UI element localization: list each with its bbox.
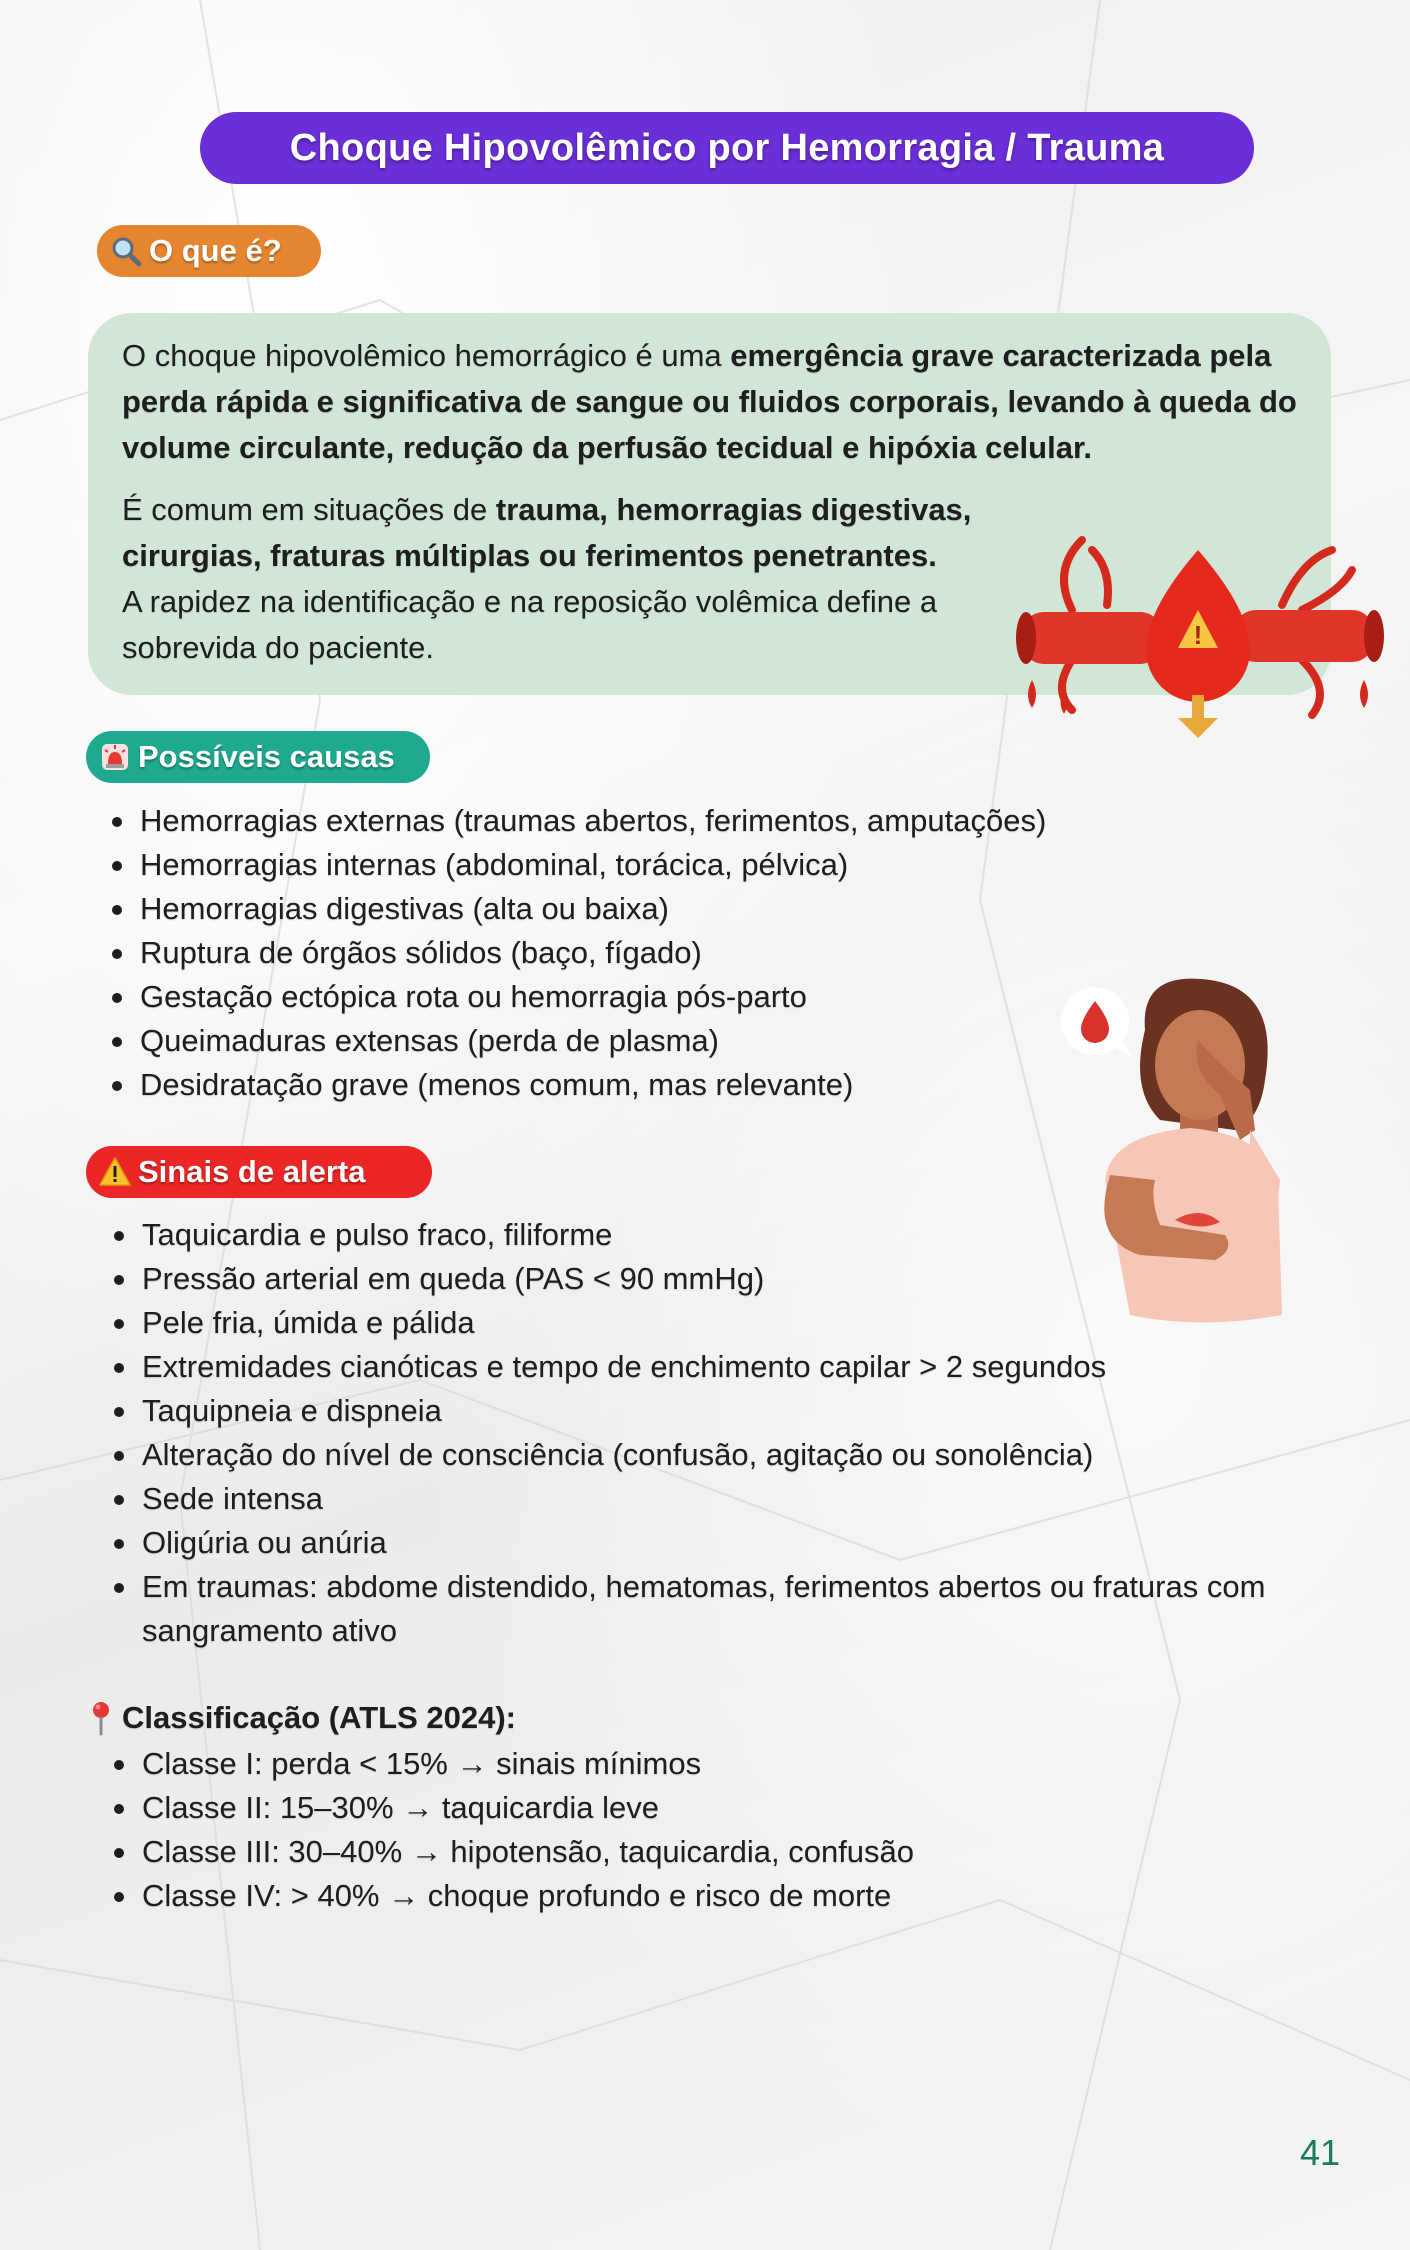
context-emphasis: trauma, hemorragias digestivas, cirurgias, fraturas múltiplas ou ferimentos penetrantes. (122, 492, 972, 573)
classification-heading (88, 1696, 516, 1740)
warning-signs-list (112, 1213, 1332, 1653)
list-item: Extremidades cianóticas e tempo de enchimento capilar > 2 segundos (112, 1345, 1332, 1389)
classification-heading-text: Classificação (ATLS 2024): (122, 1700, 516, 1735)
definition-emphasis: emergência grave caracterizada pela perda rápida e significativa de sangue ou fluidos corporais, levando à queda do volume circulante, redução da perfusão tecidual e hipóxia celular. (122, 338, 1297, 465)
section-tag-label: Sinais de alerta (138, 1154, 366, 1189)
list-item: Sede intensa (112, 1477, 1332, 1521)
list-item: Pressão arterial em queda (PAS < 90 mmHg) (112, 1257, 1332, 1301)
context-tail: A rapidez na identificação e na reposição volêmica define a sobrevida do paciente. (122, 584, 938, 665)
page-number: 41 (1300, 2132, 1341, 2173)
list-item: Em traumas: abdome distendido, hematomas, ferimentos abertos ou fraturas com sangramento ativo (112, 1565, 1332, 1653)
section-tag-causes (86, 731, 430, 783)
list-item: Desidratação grave (menos comum, mas relevante) (110, 1063, 1070, 1107)
list-item: Classe III: 30–40% → hipotensão, taquicardia, confusão (112, 1830, 1072, 1874)
list-item: Gestação ectópica rota ou hemorragia pós-parto (110, 975, 1070, 1019)
list-item: Hemorragias digestivas (alta ou baixa) (110, 887, 1070, 931)
list-item: Queimaduras extensas (perda de plasma) (110, 1019, 1070, 1063)
page-title: Choque Hipovolêmico por Hemorragia / Trauma (200, 112, 1254, 184)
section-tag-what-is (97, 225, 321, 277)
pin-icon (88, 1700, 114, 1736)
list-item: Hemorragias externas (traumas abertos, ferimentos, amputações) (110, 799, 1070, 843)
section-tag-label: O que é? (149, 233, 282, 268)
definition-text: O choque hipovolêmico hemorrágico é uma (122, 338, 731, 373)
magnifier-icon (109, 234, 143, 268)
list-item: Hemorragias internas (abdominal, torácica, pélvica) (110, 843, 1070, 887)
siren-icon (98, 740, 132, 774)
bleeding-vessel-illustration (1012, 530, 1384, 740)
definition-paragraph (122, 333, 1302, 471)
context-paragraph (122, 487, 1022, 671)
section-tag-label: Possíveis causas (138, 739, 395, 774)
context-text: É comum em situações de (122, 492, 496, 527)
list-item: Taquipneia e dispneia (112, 1389, 1332, 1433)
warning-icon (98, 1155, 132, 1189)
blood-drop-bubble-icon (1055, 983, 1135, 1063)
list-item: Taquicardia e pulso fraco, filiforme (112, 1213, 1332, 1257)
classification-list (112, 1742, 1072, 1918)
section-tag-signs (86, 1146, 432, 1198)
list-item: Ruptura de órgãos sólidos (baço, fígado) (110, 931, 1070, 975)
list-item: Oligúria ou anúria (112, 1521, 1332, 1565)
list-item: Classe II: 15–30% → taquicardia leve (112, 1786, 1072, 1830)
list-item: Classe I: perda < 15% → sinais mínimos (112, 1742, 1072, 1786)
list-item: Pele fria, úmida e pálida (112, 1301, 1332, 1345)
list-item: Alteração do nível de consciência (confusão, agitação ou sonolência) (112, 1433, 1332, 1477)
causes-list (110, 799, 1070, 1107)
svg-text:!: ! (1193, 620, 1203, 650)
list-item: Classe IV: > 40% → choque profundo e risco de morte (112, 1874, 1072, 1918)
